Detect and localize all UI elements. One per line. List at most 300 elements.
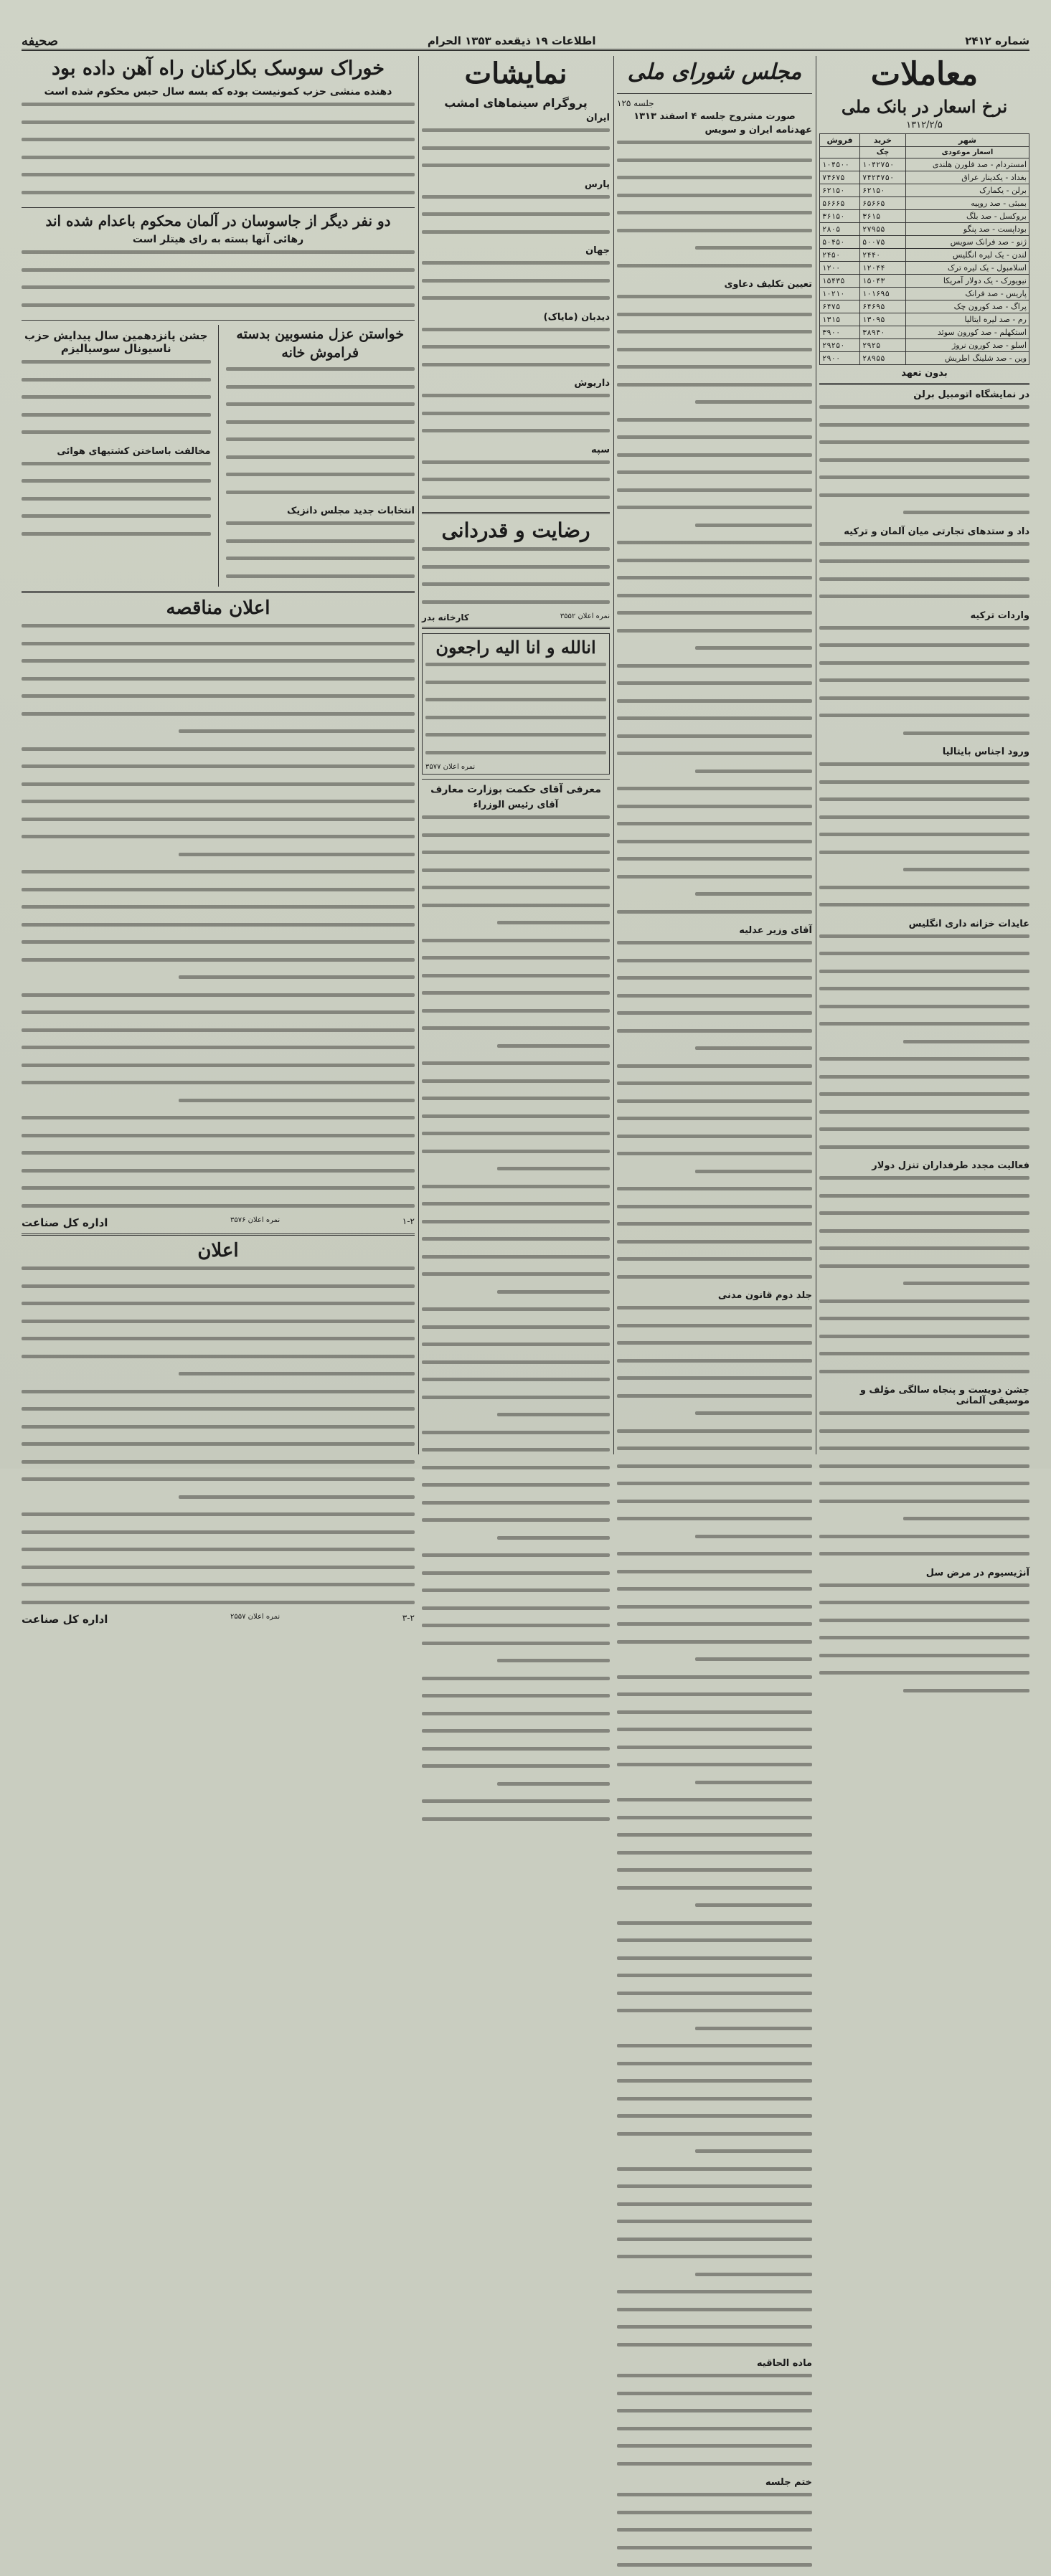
- text-line: [819, 886, 1029, 899]
- table-row: [820, 326, 1029, 339]
- text-line: [617, 1728, 812, 1741]
- text-line: [422, 1061, 610, 1074]
- text-line: [617, 2114, 812, 2127]
- text-line: [819, 868, 1029, 881]
- cinema-name: دیدبان (مایاک): [543, 311, 610, 323]
- text-line: [617, 1376, 812, 1389]
- rate-sell: ۱۰۲۱۰: [820, 288, 860, 300]
- text-line: [617, 1781, 812, 1794]
- text-line: [422, 1360, 610, 1373]
- text-line: [819, 1446, 1029, 1459]
- text-line: [617, 892, 812, 905]
- text-line: [617, 1464, 812, 1477]
- text-line: [819, 1464, 1029, 1477]
- text-line: [617, 1763, 812, 1776]
- text-line: [617, 1798, 812, 1811]
- text-line: [617, 994, 812, 1007]
- text-line: [819, 643, 1029, 656]
- text-line: [819, 1005, 1029, 1018]
- text-line: [422, 974, 610, 987]
- text-line: [22, 1046, 415, 1059]
- text-line: [422, 261, 610, 274]
- text-line: [617, 664, 812, 677]
- table-row: [820, 352, 1029, 365]
- thanks-signature: کارخانه بدر: [422, 612, 469, 622]
- rate-sell: ۱۵۴۳۵: [820, 275, 860, 288]
- text-line: [819, 1282, 1029, 1294]
- rates-stories: [819, 389, 1029, 1701]
- text-line: [422, 1343, 610, 1355]
- rate-city: پاریس - صد فرانک: [905, 288, 1029, 300]
- text-line: [819, 1583, 1029, 1596]
- text-line: [422, 1764, 610, 1777]
- rate-sell: ۱۲۰۰: [820, 262, 860, 275]
- text-line: [617, 1135, 812, 1147]
- text-line: [819, 475, 1029, 488]
- text-line: [22, 993, 415, 1006]
- text-line: [819, 833, 1029, 846]
- text-line: [617, 470, 812, 483]
- rate-sell: ۲۹۲۵۰: [820, 339, 860, 352]
- tender-title: اعلان مناقصه: [166, 597, 270, 619]
- text-line: [617, 453, 812, 466]
- cinema-name: داریوش: [574, 378, 610, 389]
- text-line: [617, 910, 812, 923]
- text-line: [819, 934, 1029, 947]
- text-line: [617, 400, 812, 413]
- story-title: ختم جلسه: [765, 2477, 812, 2488]
- rate-buy: ۲۹۲۵: [860, 339, 906, 352]
- text-line: [819, 661, 1029, 674]
- text-line: [422, 363, 610, 376]
- text-line: [617, 2343, 812, 2356]
- text-line: [22, 1284, 415, 1297]
- text-line: [617, 2238, 812, 2250]
- text-line: [22, 1266, 415, 1279]
- text-line: [422, 1325, 610, 1338]
- table-row: [820, 275, 1029, 288]
- table-header: خرید: [860, 134, 906, 147]
- text-line: [22, 694, 415, 707]
- tender-signature: اداره کل صناعت: [22, 1216, 108, 1229]
- text-line: [819, 1411, 1029, 1424]
- table-row: [820, 184, 1029, 197]
- text-line: [617, 1710, 812, 1723]
- text-line: [617, 840, 812, 853]
- text-line: [422, 1290, 610, 1303]
- text-line: [422, 1167, 610, 1180]
- text-line: [617, 1359, 812, 1372]
- cinema-schedule: [422, 328, 610, 376]
- text-line: [422, 460, 610, 473]
- text-line: [819, 1022, 1029, 1035]
- text-line: [617, 857, 812, 870]
- text-line: [422, 1044, 610, 1057]
- table-subheader: اسعار موعودی: [905, 147, 1029, 158]
- rate-sell: ۳۹۰۰: [820, 326, 860, 339]
- text-line: [422, 128, 610, 141]
- table-subheader: [820, 147, 860, 158]
- text-line: [22, 1116, 415, 1129]
- story1-subtitle: دهنده منشی حزب کمونیست بوده که بسه سال حبس محکوم شده است: [44, 86, 392, 98]
- rates-column: [819, 56, 1029, 1578]
- table-row: [820, 262, 1029, 275]
- text-line: [617, 1064, 812, 1077]
- text-line: [617, 1011, 812, 1024]
- text-line: [22, 712, 415, 725]
- cinema-listings: [422, 113, 610, 508]
- text-line: [22, 1425, 415, 1438]
- rate-buy: ۱۳۰۹۵: [860, 313, 906, 326]
- table-row: [820, 313, 1029, 326]
- rate-city: وین - صد شلینگ اطریش: [905, 352, 1029, 365]
- text-line: [22, 1010, 415, 1023]
- story-title: ورود اجناس بایتالیا: [942, 747, 1029, 757]
- text-line: [422, 478, 610, 491]
- rate-buy: ۱۵۰۴۳: [860, 275, 906, 288]
- story-body: [819, 1583, 1029, 1702]
- majlis-stories: [617, 125, 812, 2576]
- text-line: [422, 1466, 610, 1479]
- text-line: [22, 677, 415, 690]
- text-line: [819, 440, 1029, 453]
- story-body: [819, 405, 1029, 524]
- table-row: [820, 288, 1029, 300]
- story5-title: مخالفت باساختن کشتیهای هوائی: [57, 445, 211, 457]
- text-line: [22, 1028, 415, 1041]
- text-line: [617, 141, 812, 153]
- text-line: [422, 886, 610, 899]
- text-line: [819, 1671, 1029, 1684]
- text-line: [617, 1482, 812, 1495]
- text-line: [819, 1352, 1029, 1365]
- rate-sell: ۱۰۴۵۰۰: [820, 158, 860, 171]
- text-line: [617, 1938, 812, 1951]
- text-line: [617, 959, 812, 972]
- story-title: داد و ستدهای تجارتی میان آلمان و ترکیه: [844, 526, 1029, 537]
- story3-title: خواستن عزل منسوبین بدسته فراموش خانه: [236, 326, 405, 361]
- text-line: [617, 1692, 812, 1705]
- rate-city: بغداد - یکدینار عراق: [905, 171, 1029, 184]
- text-line: [617, 1675, 812, 1688]
- text-line: [617, 211, 812, 224]
- obituary-ad-number: نمره اعلان ۳۵۷۷: [425, 763, 476, 771]
- text-line: [617, 1275, 812, 1288]
- text-line: [617, 330, 812, 343]
- text-line: [617, 576, 812, 589]
- cinema-name: جهان: [585, 245, 610, 256]
- text-line: [22, 1320, 415, 1332]
- story-title: ماده الحاقیه: [756, 2358, 812, 2369]
- thanks-body: [422, 547, 610, 612]
- text-line: [819, 559, 1029, 572]
- rate-sell: ۶۲۱۵۰: [820, 184, 860, 197]
- text-line: [617, 559, 812, 572]
- rate-city: نیویورک - یک دولار آمریکا: [905, 275, 1029, 288]
- text-line: [819, 1264, 1029, 1277]
- text-line: [617, 246, 812, 259]
- cinema-name: ایران: [586, 113, 610, 123]
- text-line: [617, 1833, 812, 1846]
- text-line: [617, 194, 812, 207]
- text-line: [819, 1145, 1029, 1158]
- rate-sell: ۷۴۶۷۵: [820, 171, 860, 184]
- rate-city: اسلو - صد کورون نروژ: [905, 339, 1029, 352]
- rate-buy: ۲۸۹۵۵: [860, 352, 906, 365]
- rate-city: بروکسل - صد بلگ: [905, 210, 1029, 223]
- text-line: [819, 1619, 1029, 1632]
- cinema-schedule: [422, 460, 610, 508]
- page-label: صحیفه: [22, 33, 59, 49]
- table-row: [820, 223, 1029, 236]
- text-line: [422, 1553, 610, 1566]
- text-line: [617, 264, 812, 277]
- text-line: [617, 2167, 812, 2180]
- text-line: [22, 1583, 415, 1596]
- text-line: [422, 1677, 610, 1690]
- text-line: [819, 714, 1029, 726]
- text-line: [617, 1081, 812, 1094]
- story-body: [819, 1176, 1029, 1382]
- text-line: [617, 1587, 812, 1600]
- text-line: [617, 524, 812, 536]
- text-line: [422, 868, 610, 881]
- divider: [617, 93, 812, 94]
- text-line: [617, 2462, 812, 2475]
- text-line: [617, 176, 812, 189]
- text-line: [617, 2493, 812, 2506]
- divider: [22, 591, 415, 593]
- issue-number: شماره ۲۴۱۲: [965, 34, 1029, 47]
- text-line: [422, 1114, 610, 1127]
- table-row: [820, 171, 1029, 184]
- text-line: [819, 797, 1029, 810]
- text-line: [22, 1337, 415, 1350]
- majlis-column: [617, 56, 812, 2488]
- text-line: [617, 1622, 812, 1635]
- text-line: [422, 1185, 610, 1198]
- text-line: [22, 1204, 415, 1217]
- text-line: [617, 2374, 812, 2387]
- text-line: [617, 1411, 812, 1424]
- text-line: [22, 905, 415, 918]
- text-line: [617, 2409, 812, 2422]
- tender-ad-number: نمره اعلان ۳۵۷۶: [230, 1216, 281, 1224]
- text-line: [22, 975, 415, 988]
- text-line: [617, 1429, 812, 1442]
- story-title: عهدنامه ایران و سویس: [704, 125, 812, 136]
- text-line: [422, 1571, 610, 1584]
- rate-sell: ۲۹۰۰: [820, 352, 860, 365]
- rates-title: معاملات: [870, 56, 979, 93]
- text-line: [617, 976, 812, 989]
- text-line: [617, 2290, 812, 2303]
- text-line: [617, 1605, 812, 1618]
- rates-date: ۱۳۱۲/۲/۵: [906, 120, 943, 131]
- text-line: [422, 345, 610, 358]
- notice-title: اعلان: [197, 1240, 239, 1261]
- text-line: [22, 624, 415, 637]
- text-line: [422, 956, 610, 969]
- text-line: [819, 626, 1029, 639]
- text-line: [22, 782, 415, 795]
- text-line: [617, 875, 812, 888]
- text-line: [22, 1477, 415, 1490]
- rate-buy: ۵۰۰۷۵: [860, 236, 906, 249]
- story-title: فعالیت مجدد طرفداران تنزل دولار: [872, 1160, 1029, 1171]
- story-body: [617, 2374, 812, 2474]
- rate-sell: ۲۸۰۵: [820, 223, 860, 236]
- story-body: [617, 295, 812, 922]
- text-line: [617, 1257, 812, 1270]
- text-line: [617, 1046, 812, 1059]
- text-line: [617, 681, 812, 694]
- story-body: [819, 542, 1029, 607]
- cinema-schedule: [422, 195, 610, 243]
- table-row: [820, 300, 1029, 313]
- text-line: [617, 1552, 812, 1565]
- text-line: [617, 506, 812, 518]
- text-line: [22, 1442, 415, 1455]
- rate-buy: ۲۷۹۵۵: [860, 223, 906, 236]
- text-line: [422, 1026, 610, 1039]
- text-line: [22, 1566, 415, 1578]
- text-line: [422, 904, 610, 917]
- story-title: آقای وزیر عدلیه: [739, 925, 812, 936]
- text-line: [617, 594, 812, 607]
- text-line: [617, 1205, 812, 1218]
- text-line: [617, 2184, 812, 2197]
- column-rule: [418, 56, 419, 1454]
- text-line: [22, 1601, 415, 1614]
- text-line: [617, 2511, 812, 2524]
- text-line: [617, 716, 812, 729]
- text-line: [617, 1500, 812, 1512]
- text-line: [422, 1729, 610, 1742]
- text-line: [22, 923, 415, 936]
- text-line: [819, 678, 1029, 691]
- text-line: [617, 1240, 812, 1253]
- text-line: [617, 2392, 812, 2405]
- text-line: [617, 2149, 812, 2162]
- text-line: [422, 1501, 610, 1514]
- text-line: [617, 629, 812, 642]
- table-header: فروش: [820, 134, 860, 147]
- shows-title: نمایشات: [464, 57, 567, 90]
- rate-sell: ۵۶۶۶۵: [820, 197, 860, 210]
- text-line: [22, 1081, 415, 1094]
- exchange-rate-table: [819, 133, 1029, 365]
- text-line: [617, 313, 812, 326]
- text-line: [819, 1057, 1029, 1070]
- majlis-title: مجلس شورای ملی: [627, 60, 802, 85]
- text-line: [22, 818, 415, 830]
- text-line: [422, 296, 610, 309]
- rates-footer: بدون تعهد: [901, 368, 948, 379]
- text-line: [422, 1448, 610, 1461]
- table-row: [820, 339, 1029, 352]
- text-line: [22, 659, 415, 672]
- text-line: [617, 418, 812, 431]
- story-title: عایدات خزانه داری انگلیس: [908, 918, 1029, 929]
- text-line: [22, 1407, 415, 1420]
- divider: [422, 512, 610, 514]
- text-line: [819, 1335, 1029, 1348]
- text-line: [819, 1075, 1029, 1088]
- date-line: اطلاعات ۱۹ ذیقعده ۱۳۵۳ الحرام: [427, 34, 596, 47]
- text-line: [617, 1974, 812, 1987]
- text-line: [422, 1097, 610, 1109]
- text-line: [422, 815, 610, 828]
- rate-buy: ۷۴۲۴۷۵۰: [860, 171, 906, 184]
- thanks-title: رضایت و قدردانی: [441, 518, 590, 542]
- rate-sell: ۵۰۴۵۰: [820, 236, 860, 249]
- text-line: [22, 1151, 415, 1164]
- text-line: [819, 1211, 1029, 1224]
- rate-buy: ۶۲۱۵۰: [860, 184, 906, 197]
- text-line: [422, 1413, 610, 1426]
- text-line: [819, 542, 1029, 555]
- text-line: [617, 1535, 812, 1548]
- text-line: [422, 1431, 610, 1444]
- divider: [22, 1233, 415, 1236]
- text-line: [819, 1370, 1029, 1383]
- text-line: [422, 1694, 610, 1707]
- text-line: [819, 987, 1029, 1000]
- rate-buy: ۳۸۹۴۰: [860, 326, 906, 339]
- text-line: [617, 158, 812, 171]
- text-line: [617, 1152, 812, 1165]
- session-date: صورت مشروح جلسه ۴ اسفند ۱۳۱۳: [633, 111, 796, 122]
- text-line: [617, 734, 812, 747]
- text-line: [422, 1799, 610, 1812]
- story-body: [819, 626, 1029, 744]
- text-line: [422, 1307, 610, 1320]
- rate-buy: ۲۴۴۰: [860, 249, 906, 262]
- text-line: [819, 1040, 1029, 1053]
- text-line: [819, 458, 1029, 471]
- rate-city: لندن - یک لیره انگلیس: [905, 249, 1029, 262]
- divider: [22, 320, 415, 321]
- text-line: [617, 1851, 812, 1864]
- text-line: [617, 1170, 812, 1183]
- text-line: [617, 1099, 812, 1112]
- text-line: [617, 2079, 812, 2092]
- tender-body: [22, 624, 415, 1216]
- intro-title: معرفی آقای حکمت بوزارت معارف: [430, 784, 601, 795]
- story1-body: [22, 103, 415, 203]
- table-row: [820, 158, 1029, 171]
- text-line: [819, 731, 1029, 744]
- cinema-schedule: [422, 128, 610, 176]
- text-line: [617, 2427, 812, 2440]
- text-line: [819, 1246, 1029, 1259]
- text-line: [422, 496, 610, 508]
- story3-subtitle: انتخابات جدید مجلس دانزیک: [287, 506, 415, 516]
- text-line: [819, 511, 1029, 524]
- rate-sell: ۶۴۷۵: [820, 300, 860, 313]
- rate-buy: ۱۰۴۲۷۵۰: [860, 158, 906, 171]
- text-line: [422, 921, 610, 934]
- rate-city: رم - صد لیره ایتالیا: [905, 313, 1029, 326]
- story4-title: جشن پانزدهمین سال پیدایش حزب ناسیونال سوسیالیزم: [24, 329, 208, 355]
- text-line: [22, 1530, 415, 1543]
- cinema-name: پارس: [584, 179, 610, 190]
- text-line: [819, 1194, 1029, 1207]
- text-line: [22, 870, 415, 883]
- text-line: [422, 1624, 610, 1637]
- rate-city: برلن - یکمارک: [905, 184, 1029, 197]
